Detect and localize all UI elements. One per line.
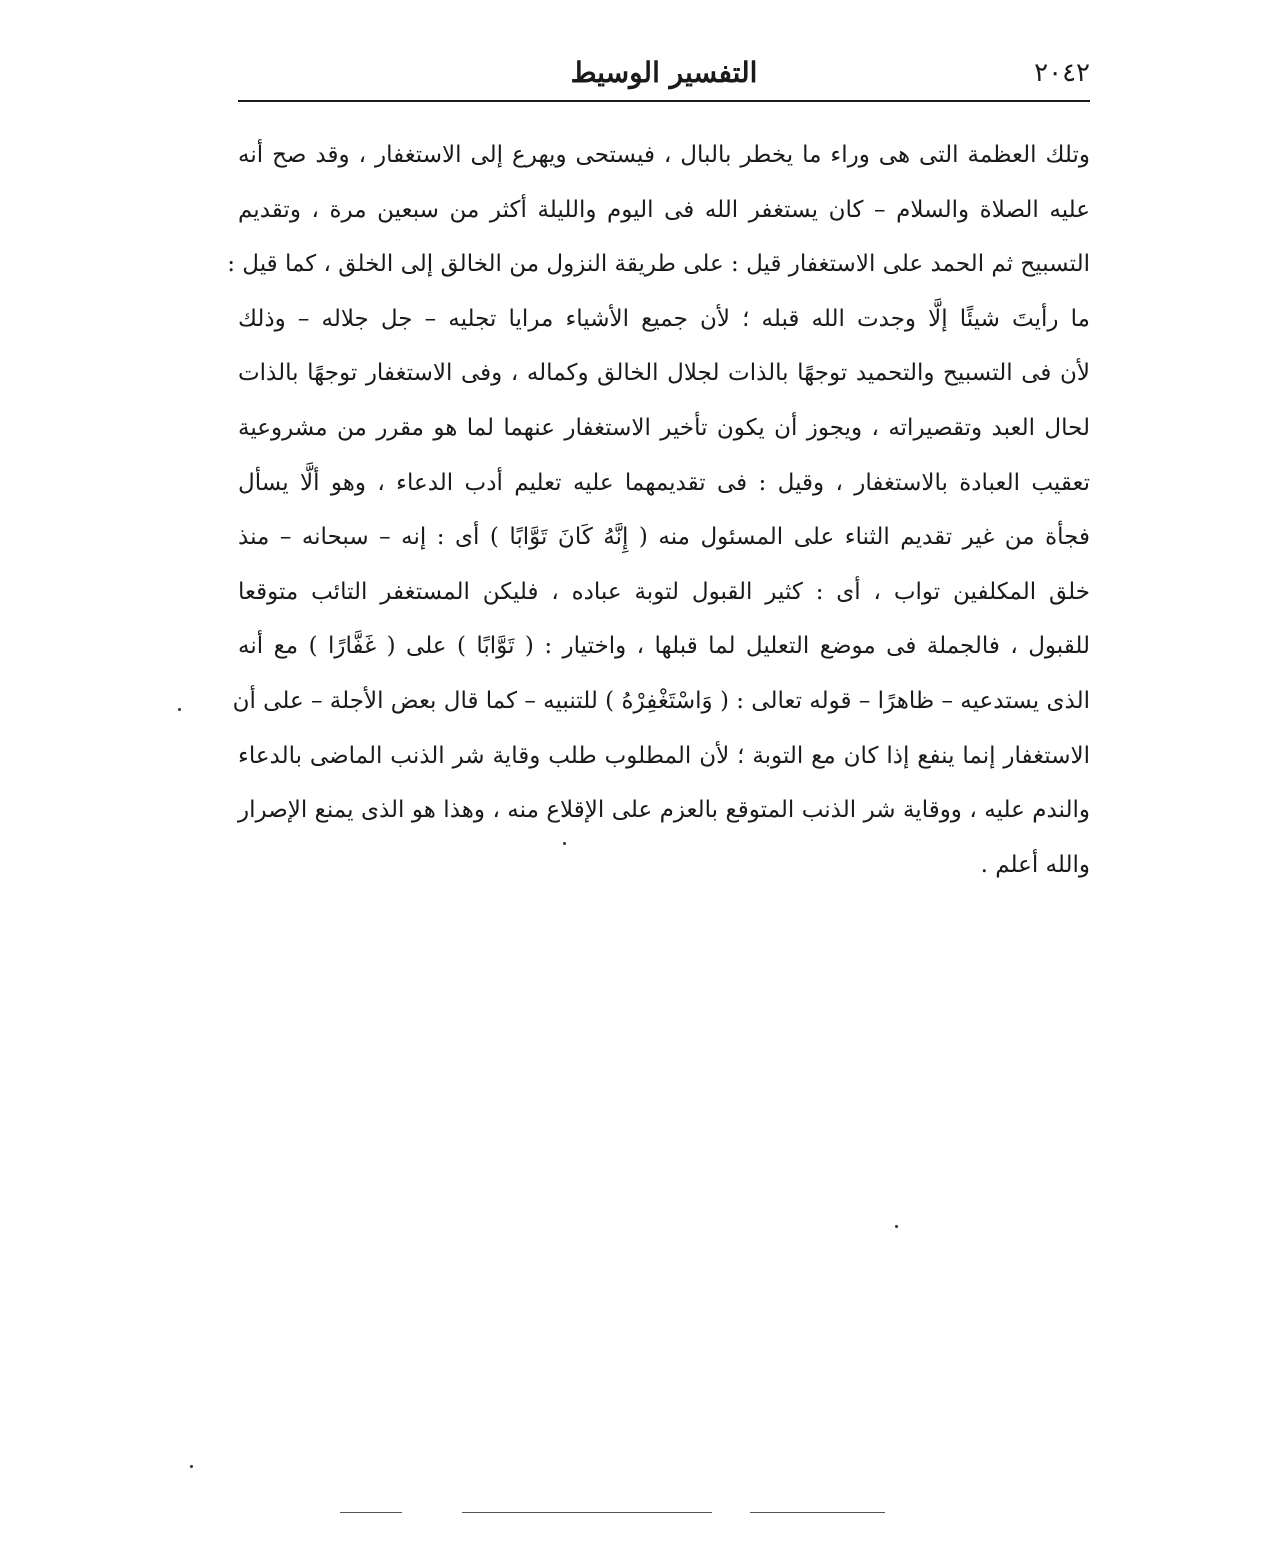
page-number: ٢٠٤٢ <box>1034 58 1090 88</box>
page-header <box>238 52 1090 102</box>
book-title: التفسير الوسيط <box>570 56 758 89</box>
text-line: تعقيب العبادة بالاستغفار ، وقيل : فى تقديمهما عليه تعليم أدب الدعاء ، وهو ألَّا يسأل <box>238 469 1090 496</box>
text-line: والندم عليه ، ووقاية شر الذنب المتوقع بالعزم على الإقلاع منه ، وهذا هو الذى يمنع الإصرار <box>238 797 1090 824</box>
footer-rule <box>340 1512 402 1513</box>
text-line: الاستغفار إنما ينفع إذا كان مع التوبة ؛ لأن المطلوب طلب وقاية شر الذنب الماضى بالدعاء <box>238 742 1090 769</box>
body-text <box>227 128 1090 892</box>
text-line: خلق المكلفين تواب ، أى : كثير القبول لتوبة عباده ، فليكن المستغفر التائب متوقعا <box>238 578 1090 605</box>
footer-rule <box>750 1512 885 1513</box>
scan-speck <box>178 708 181 711</box>
scan-speck <box>190 1465 193 1468</box>
scan-speck <box>895 1225 898 1228</box>
footer-rule <box>462 1512 712 1513</box>
text-line-final: والله أعلم . <box>980 851 1090 878</box>
text-line: فجأة من غير تقديم الثناء على المسئول منه ( إِنَّهُ كَانَ تَوَّابًا ) أى : إنه – سبحانه – منذ <box>238 524 1090 551</box>
text-line: الذى يستدعيه – ظاهرًا – قوله تعالى : ( وَاسْتَغْفِرْهُ ) للتنبيه – كما قال بعض الأجلة – على أن <box>232 687 1090 714</box>
text-line: التسبيح ثم الحمد على الاستغفار قيل : على طريقة النزول من الخالق إلى الخلق ، كما قيل : <box>227 251 1090 278</box>
text-line: للقبول ، فالجملة فى موضع التعليل لما قبلها ، واختيار : ( تَوَّابًا ) على ( غَفَّارًا ) مع أنه <box>238 633 1090 660</box>
text-line: لأن فى التسبيح والتحميد توجهًا بالذات لجلال الخالق وكماله ، وفى الاستغفار توجهًا بالذات <box>238 360 1090 387</box>
scan-speck <box>563 842 566 845</box>
text-line: وتلك العظمة التى هى وراء ما يخطر بالبال ، فيستحى ويهرع إلى الاستغفار ، وقد صح أنه <box>238 142 1090 168</box>
text-line: لحال العبد وتقصيراته ، ويجوز أن يكون تأخير الاستغفار عنهما لما هو مقرر من مشروعية <box>238 414 1090 441</box>
text-line: عليه الصلاة والسلام – كان يستغفر الله فى اليوم والليلة أكثر من سبعين مرة ، وتقديم <box>238 196 1090 223</box>
text-line: ما رأيتَ شيئًا إلَّا وجدت الله قبله ؛ لأن جميع الأشياء مرايا تجليه – جل جلاله – وذلك <box>238 305 1090 332</box>
